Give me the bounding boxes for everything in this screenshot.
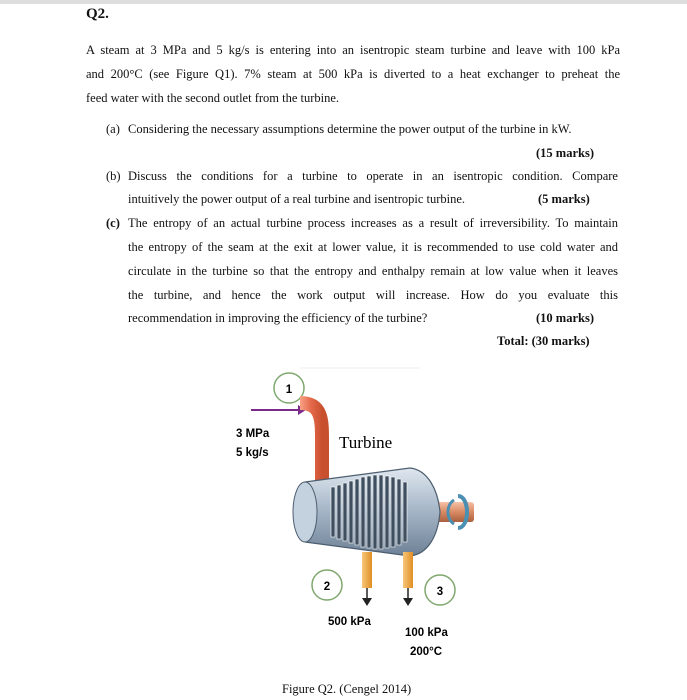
state-3-number: 3 <box>436 586 444 598</box>
turbine-body <box>293 468 440 556</box>
part-b-marks: (5 marks) <box>538 192 590 206</box>
part-c-line-3: circulate in the turbine so that the entropy and enthalpy remain at low value when it leaves <box>128 264 618 278</box>
outlet-pipe-3 <box>403 552 413 606</box>
state-2-number: 2 <box>323 581 331 593</box>
intro-line-3: feed water with the second outlet from the turbine. <box>86 91 340 105</box>
question-title: Q2. <box>86 6 109 22</box>
part-a-line-1: Considering the necessary assumptions determine the power output of the turbine in kW. <box>128 122 572 136</box>
part-b-tag: (b) <box>106 169 121 183</box>
state-3-pressure-label: 100 kPa <box>405 627 448 639</box>
part-b-line-1: Discuss the conditions for a turbine to operate in an isentropic condition. Compare <box>128 169 618 183</box>
part-c-line-1: The entropy of an actual turbine process increases as a result of irreversibility. To maintain <box>128 216 618 230</box>
part-c-marks: (10 marks) <box>536 311 594 325</box>
state-2-marker <box>312 570 342 600</box>
outlet-pipe-2 <box>362 552 372 606</box>
total-marks: Total: (30 marks) <box>497 334 590 348</box>
turbine-label: Turbine <box>339 433 393 452</box>
state-1-number: 1 <box>285 384 293 396</box>
figure-caption: Figure Q2. (Cengel 2014) <box>282 682 412 696</box>
inlet-pressure-label: 3 MPa <box>236 428 270 440</box>
state-1-marker <box>274 373 304 403</box>
inlet-pipe <box>300 403 322 490</box>
part-c-line-4: the turbine, and hence the work output will increase. How do you evaluate this <box>128 288 618 302</box>
part-c-line-2: the entropy of the seam at the exit at lower value, it is recommended to use cold water and <box>128 240 618 254</box>
state-3-marker <box>425 575 455 605</box>
part-c-tag: (c) <box>106 216 120 230</box>
part-b-line-2: intuitively the power output of a real turbine and isentropic turbine. <box>128 192 466 206</box>
inlet-arrow <box>251 405 306 415</box>
inlet-flow-label: 5 kg/s <box>236 447 269 459</box>
intro-line-2: and 200°C (see Figure Q1). 7% steam at 500 kPa is diverted to a heat exchanger to preheat the <box>86 67 620 81</box>
intro-line-1: A steam at 3 MPa and 5 kg/s is entering into an isentropic steam turbine and leave with 100 kPa <box>86 43 620 57</box>
part-c-line-5: recommendation in improving the efficiency of the turbine? <box>128 311 428 325</box>
state-3-temperature-label: 200°C <box>410 646 443 658</box>
state-2-pressure-label: 500 kPa <box>328 616 371 628</box>
part-a-marks: (15 marks) <box>536 146 594 160</box>
part-a-tag: (a) <box>106 122 120 136</box>
